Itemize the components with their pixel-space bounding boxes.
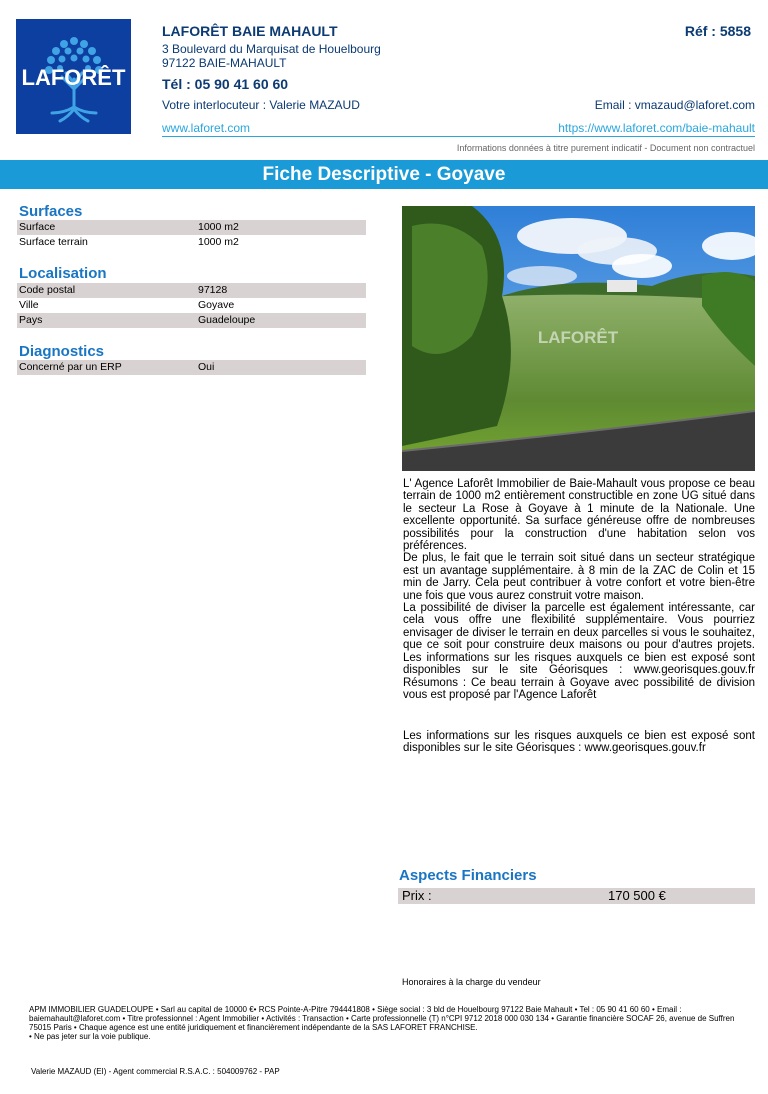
fees-note: Honoraires à la charge du vendeur bbox=[402, 977, 541, 987]
table-row bbox=[17, 235, 366, 250]
row-label: Pays bbox=[19, 314, 43, 326]
table-row bbox=[17, 313, 366, 328]
agent-info: Valerie MAZAUD (EI) - Agent commercial R.S.A.C. : 504009762 - PAP bbox=[31, 1067, 280, 1076]
price-value: 170 500 € bbox=[608, 888, 666, 903]
price-label: Prix : bbox=[402, 888, 432, 903]
table-row bbox=[17, 298, 366, 313]
reference-number: Réf : 5858 bbox=[684, 23, 751, 39]
page-title: Fiche Descriptive - Goyave bbox=[0, 160, 768, 189]
description-paragraph: De plus, le fait que le terrain soit situé dans un secteur stratégique est un avantage supplémentaire. à 8 min de la ZAC de Colin et 15 min de Jarry. Cela peut contribuer à votre confort et votre bien-être une fois que vous aurez construit votre maison. bbox=[403, 552, 755, 602]
logo-text: LAFORÊT bbox=[21, 65, 126, 90]
row-label: Ville bbox=[19, 299, 39, 311]
photo-watermark: LAFORÊT bbox=[537, 328, 619, 347]
table-row bbox=[17, 360, 366, 375]
row-value: 1000 m2 bbox=[198, 236, 239, 248]
row-label: Surface bbox=[19, 221, 56, 233]
laforet-logo bbox=[16, 19, 131, 134]
row-label: Concerné par un ERP bbox=[19, 361, 122, 373]
row-value: Oui bbox=[198, 361, 215, 373]
price-row bbox=[398, 888, 755, 904]
agency-name: LAFORÊT BAIE MAHAULT bbox=[162, 23, 338, 39]
description-paragraph: L' Agence Laforêt Immobilier de Baie-Mahault vous propose ce beau terrain de 1000 m2 entièrement constructible en zone UG situé dans le secteur La Rose à Goyave à 1 minute de la Nationale. Une excellente opportunité. Sa surface généreuse offre de nombreuses possibilités pour la construction d'une habitation selon vos préférences. bbox=[403, 478, 755, 553]
section-title-diagnostics: Diagnostics bbox=[19, 343, 105, 360]
agency-address-line1: 3 Boulevard du Marquisat de Houelbourg bbox=[162, 42, 381, 56]
land-photo-illustration bbox=[402, 206, 755, 471]
legal-text: APM IMMOBILIER GUADELOUPE • Sarl au capital de 10000 €• RCS Pointe-A-Pitre 794441808 • Siège social : 3 bld de Houelbourg 97122 Baie Mahault • Tel : 05 90 41 60 60 • Email : baiemahault@laforet.com • Titre professionnel : Agent Immobilier • Activités : Transaction • Carte professionnelle (T) n°CPI 9712 2018 000 030 134 • Garantie financière SOCAF 26, avenue de Suffren 75015 Paris • Chaque agence est une entité juridiquement et financièrement indépendante de la SAS LAFORET FRANCHISE. bbox=[29, 1005, 735, 1032]
legal-notice: • Ne pas jeter sur la voie publique. bbox=[29, 1032, 151, 1041]
section-title-localisation: Localisation bbox=[19, 265, 107, 282]
row-label: Surface terrain bbox=[19, 236, 88, 248]
website-link[interactable]: www.laforet.com bbox=[162, 121, 251, 135]
tree-logo-icon bbox=[16, 19, 131, 134]
row-label: Code postal bbox=[19, 284, 76, 296]
row-value: 1000 m2 bbox=[198, 221, 239, 233]
property-description bbox=[403, 478, 755, 701]
agency-phone: Tél : 05 90 41 60 60 bbox=[162, 76, 289, 92]
disclaimer-text: Informations données à titre purement indicatif - Document non contractuel bbox=[456, 143, 755, 153]
header-divider bbox=[162, 136, 755, 137]
contact-email[interactable]: Email : vmazaud@laforet.com bbox=[594, 98, 755, 112]
legal-footer bbox=[29, 1005, 744, 1041]
property-photo bbox=[402, 206, 755, 471]
section-title-surfaces: Surfaces bbox=[19, 203, 83, 220]
row-value: Goyave bbox=[198, 299, 235, 311]
contact-person: Votre interlocuteur : Valerie MAZAUD bbox=[162, 98, 360, 112]
description-paragraph: La possibilité de diviser la parcelle est également intéressante, car cela vous offre une flexibilité supplémentaire. Vous pourriez envisager de diviser le terrain en deux parcelles si vous le souhaitez, que ce soit pour construire deux maisons ou pour d'autres projets. Les informations sur les risques auxquels ce bien est exposé sont disponibles sur le site Géorisques : www.georisques.gouv.fr Résumons : Ce beau terrain à Goyave avec possibilité de division vous est proposé par l'Agence Laforêt bbox=[403, 602, 755, 701]
table-row bbox=[17, 220, 366, 235]
row-value: 97128 bbox=[198, 284, 228, 296]
section-title-financial: Aspects Financiers bbox=[399, 867, 537, 884]
row-value: Guadeloupe bbox=[198, 314, 256, 326]
agency-address-line2: 97122 BAIE-MAHAULT bbox=[162, 56, 287, 70]
agency-page-link[interactable]: https://www.laforet.com/baie-mahault bbox=[558, 121, 755, 135]
risks-note: Les informations sur les risques auxquels ce bien est exposé sont disponibles sur le site Géorisques : www.georisques.gouv.fr bbox=[403, 730, 755, 755]
table-row bbox=[17, 283, 366, 298]
